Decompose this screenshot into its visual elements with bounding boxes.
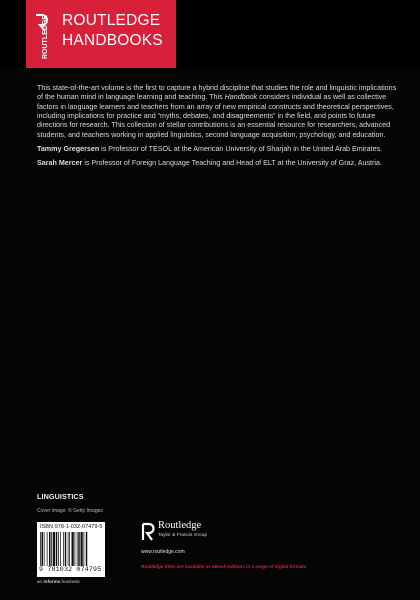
- blurb-italic: Handbook: [224, 93, 258, 102]
- publisher-group: Taylor & Francis Group: [158, 533, 208, 538]
- blurb-text-b: considers individual as well as collective factors in language learners and teachers from an array of new empirical constructs and theoretical perspectives, including implications for practice and “myths, debates, and disagreements” in the field, and points to future directions for research. This collection of stellar contributions is an essential resource for researchers, advanced students, and teachers working in applied linguistics, second language acquisition, psychology, and education.: [37, 93, 394, 139]
- informa-suffix: business: [60, 579, 80, 584]
- back-cover-text: [37, 84, 397, 174]
- logo-vertical-text: ROUTLEDGE: [42, 15, 49, 59]
- author-name: Tammy Gregersen: [37, 145, 100, 154]
- barcode-icon: [40, 532, 102, 566]
- author-bio-text: is Professor of TESOL at the American University of Sharjah in the United Arab Emirates.: [99, 145, 383, 154]
- blurb-paragraph: [37, 84, 397, 140]
- author-bio-text: is Professor of Foreign Language Teaching and Head of ELT at the University of Graz, Austria.: [82, 159, 382, 168]
- informa-bold: informa: [43, 579, 61, 584]
- publisher-url: www.routledge.com: [141, 549, 185, 555]
- author-bio: [37, 159, 397, 168]
- blurb-text-a: This state-of-the-art volume is the first to capture a hybrid discipline that studies the role and linguistic implications of the human mind in language learning and teaching. This: [37, 84, 397, 102]
- ebook-note: Routledge titles are available as eBook editions in a range of digital formats: [141, 564, 307, 569]
- series-title-line1: ROUTLEDGE: [62, 12, 161, 29]
- series-logo-block: [26, 0, 176, 68]
- barcode-digits: 9 781032 074795: [39, 566, 102, 573]
- routledge-r-logo-icon: [141, 522, 155, 542]
- brand-bar: [0, 0, 420, 68]
- barcode-box: [37, 522, 105, 577]
- author-name: Sarah Mercer: [37, 159, 83, 168]
- informa-prefix: an: [37, 579, 44, 584]
- routledge-logo-icon: [33, 9, 55, 61]
- subject-category: LINGUISTICS: [37, 492, 84, 501]
- isbn-label: ISBN 978-1-032-07479-5: [40, 524, 103, 530]
- informa-line: [37, 579, 80, 584]
- series-title-line2: HANDBOOKS: [62, 32, 163, 49]
- series-title: [62, 11, 163, 51]
- author-bio: [37, 145, 397, 154]
- publisher-name: Routledge: [158, 520, 202, 531]
- cover-credit: Cover image: © Getty Images: [37, 508, 103, 514]
